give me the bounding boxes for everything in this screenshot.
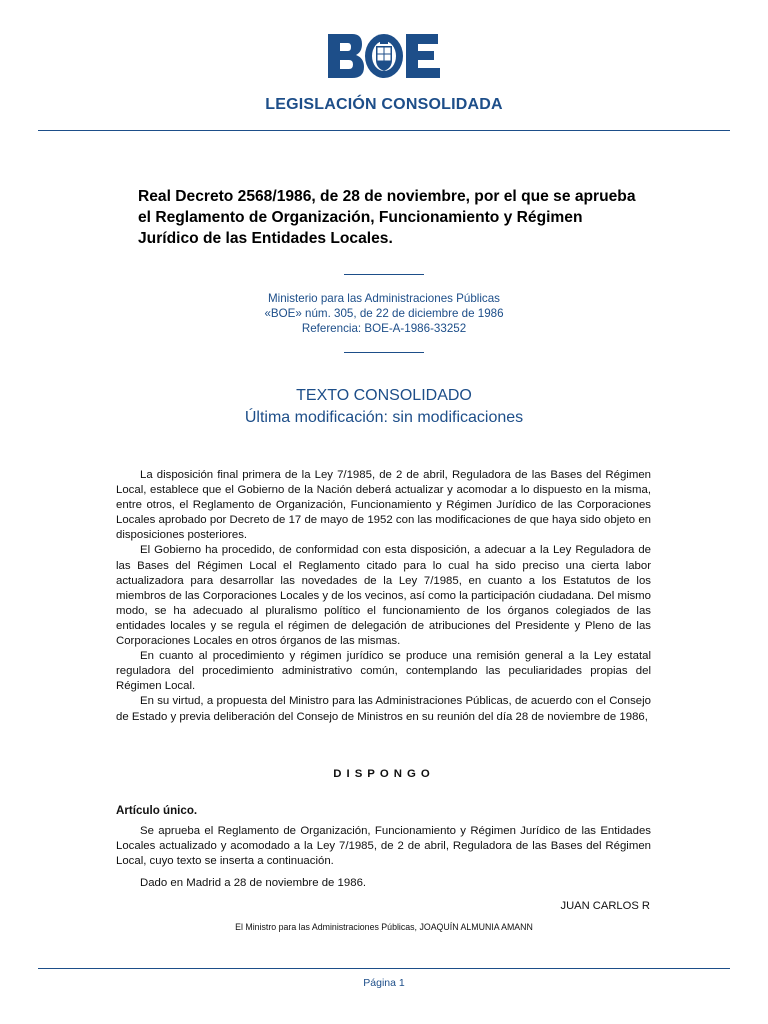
footer-divider bbox=[38, 968, 730, 969]
meta-divider bbox=[344, 352, 424, 353]
consolidated-label: TEXTO CONSOLIDADO bbox=[296, 387, 472, 404]
royal-signature: JUAN CARLOS R bbox=[560, 900, 650, 912]
page-number: Página 1 bbox=[363, 977, 405, 989]
minister-signature: El Ministro para las Administraciones Públicas, JOAQUÍN ALMUNIA AMANN bbox=[235, 922, 533, 932]
article-body bbox=[116, 824, 651, 869]
preamble bbox=[116, 468, 651, 725]
article-text: Se aprueba el Reglamento de Organización, Funcionamiento y Régimen Jurídico de las Entidades Locales actualizado y acomodado a la Ley 7/1985, de 2 de abril, Reguladora de las Bases del Régimen Local, cuyo texto se inserta a continuación. bbox=[116, 825, 651, 868]
header-divider bbox=[38, 130, 730, 131]
title-divider bbox=[344, 274, 424, 275]
preamble-paragraph: El Gobierno ha procedido, de conformidad con esta disposición, a adecuar a la Ley Reguladora de las Bases del Régimen Local el Reglamento citado para lo cual ha sido preciso una cierta labor actualizadora para desarrollar las novedades de la Ley 7/1985, en cuanto a los Estatutos de los miembros de las Corporaciones Locales y de los vecinos, así como la participación ciudadana. Del mismo modo, se ha adecuado al pluralismo político el funcionamiento de los órganos colegiados de las entidades locales y se regula el régimen de delegación de atribuciones del Presidente y Pleno de las Corporaciones Locales en otros órganos de las mismas. bbox=[116, 544, 651, 648]
article-heading: Artículo único. bbox=[116, 804, 198, 817]
boe-logo-graphic bbox=[326, 32, 442, 80]
boe-reference-line: «BOE» núm. 305, de 22 de diciembre de 1986 bbox=[264, 307, 504, 320]
preamble-paragraph: La disposición final primera de la Ley 7/1985, de 2 de abril, Reguladora de las Bases del Régimen Local, establece que el Gobierno de la Nación deberá actualizar y acomodar a lo dispuesto en la misma, entre otros, el Reglamento de Organización, Funcionamiento y Régimen Jurídico de las Corporaciones Locales aprobado por Decreto de 17 de mayo de 1952 con las modificaciones de que haya sido objeto en disposiciones posteriores. bbox=[116, 469, 651, 542]
document-reference: Referencia: BOE-A-1986-33252 bbox=[301, 322, 467, 335]
dated-block bbox=[116, 876, 651, 891]
preamble-paragraph: En cuanto al procedimiento y régimen jurídico se produce una remisión general a la Ley estatal reguladora del procedimiento administrativo común, contemplando las peculiaridades propias del Régimen Local. bbox=[116, 650, 651, 693]
preamble-paragraph: En su virtud, a propuesta del Ministro para las Administraciones Públicas, de acuerdo con el Consejo de Estado y previa deliberación del Consejo de Ministros en su reunión del día 28 de noviembre de 1986, bbox=[116, 695, 651, 723]
section-title: LEGISLACIÓN CONSOLIDADA bbox=[265, 96, 503, 113]
dispongo-heading: DISPONGO bbox=[333, 768, 435, 780]
ministry-line: Ministerio para las Administraciones Públicas bbox=[268, 292, 500, 305]
dated-line: Dado en Madrid a 28 de noviembre de 1986. bbox=[140, 877, 367, 889]
document-title: Real Decreto 2568/1986, de 28 de noviembre, por el que se aprueba el Reglamento de Organización, Funcionamiento y Régimen Jurídico de las Entidades Locales. bbox=[138, 188, 636, 247]
last-modification: Última modificación: sin modificaciones bbox=[244, 409, 524, 426]
boe-logo bbox=[326, 32, 442, 80]
